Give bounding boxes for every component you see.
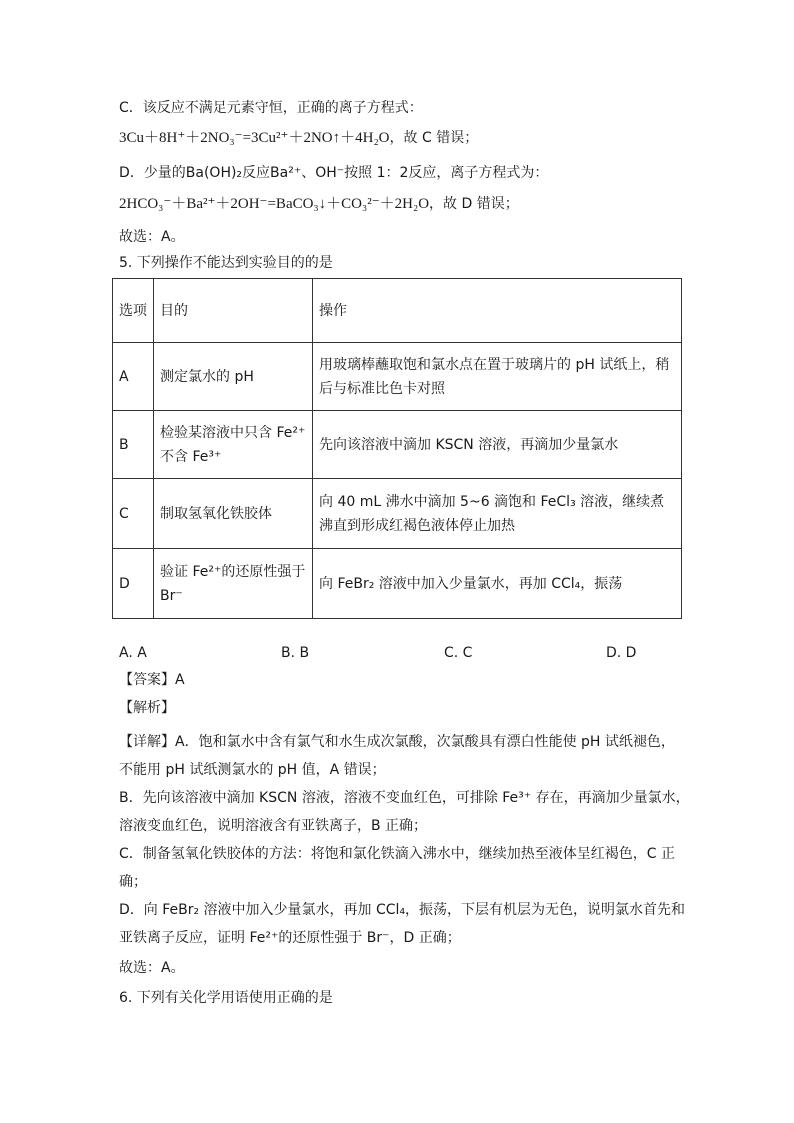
option-d-equation: 2HCO₃⁻＋Ba²⁺＋2OH⁻=BaCO₃↓＋CO₃²⁻＋2H₂O bbox=[119, 196, 430, 212]
row-purpose: 测定氯水的 pH bbox=[154, 343, 313, 411]
detail-line: 不能用 pH 试纸测氯水的 pH 值，A 错误； bbox=[119, 762, 386, 778]
header-purpose: 目的 bbox=[154, 279, 313, 343]
row-operation: 用玻璃棒蘸取饱和氯水点在置于玻璃片的 pH 试纸上，稍后与标准比色卡对照 bbox=[313, 343, 682, 411]
row-purpose: 检验某溶液中只含 Fe²⁺不含 Fe³⁺ bbox=[154, 411, 313, 479]
choice-a: A. A bbox=[119, 645, 147, 661]
detail-line: 【详解】A．饱和氯水中含有氯气和水生成次氯酸，次氯酸具有漂白性能使 pH 试纸褪色， bbox=[119, 734, 675, 750]
option-c-equation: 3Cu＋8H⁺＋2NO₃⁻=3Cu²⁺＋2NO↑＋4H₂O bbox=[119, 130, 390, 146]
prev-conclusion: 故选：A。 bbox=[119, 229, 185, 245]
header-option: 选项 bbox=[113, 279, 154, 343]
row-operation: 向 FeBr₂ 溶液中加入少量氯水，再加 CCl₄，振荡 bbox=[313, 549, 682, 619]
choice-d: D. D bbox=[606, 645, 637, 661]
row-option: D bbox=[113, 549, 154, 619]
option-d-explanation: D．少量的Ba(OH)₂反应Ba²⁺、OH⁻按照 1：2反应，离子方程式为： bbox=[119, 165, 549, 181]
table-header-row bbox=[113, 279, 682, 343]
detail-line: 溶液变血红色，说明溶液含有亚铁离子，B 正确； bbox=[119, 818, 428, 834]
table-row bbox=[113, 549, 682, 619]
option-d-verdict: ，故 D 错误； bbox=[429, 196, 519, 212]
detail-line: C．制备氢氧化铁胶体的方法：将饱和氯化铁滴入沸水中，继续加热至液体呈红褐色，C 正 bbox=[119, 846, 675, 862]
detail-line: 确； bbox=[119, 874, 147, 890]
answer-label: 【答案】A bbox=[119, 672, 185, 688]
option-c-explanation: C．该反应不满足元素守恒，正确的离子方程式： bbox=[119, 100, 423, 116]
question-6-stem: 6. 下列有关化学用语使用正确的是 bbox=[119, 990, 333, 1006]
table-row bbox=[113, 479, 682, 549]
detail-line: B．先向该溶液中滴加 KSCN 溶液，溶液不变血红色，可排除 Fe³⁺ 存在，再滴加少量氯水， bbox=[119, 790, 690, 806]
question-5-stem: 5. 下列操作不能达到实验目的的是 bbox=[119, 255, 333, 271]
detail-line: D．向 FeBr₂ 溶液中加入少量氯水，再加 CCl₄，振荡，下层有机层为无色，说明氯水首先和 bbox=[119, 902, 686, 918]
detail-conclusion: 故选：A。 bbox=[119, 960, 185, 976]
option-c-verdict: ，故 C 错误； bbox=[389, 130, 479, 146]
row-option: A bbox=[113, 343, 154, 411]
table-row bbox=[113, 411, 682, 479]
header-operation: 操作 bbox=[313, 279, 682, 343]
analysis-label: 【解析】 bbox=[119, 700, 175, 716]
table-row bbox=[113, 343, 682, 411]
answer-choices bbox=[119, 645, 679, 665]
choice-b: B. B bbox=[281, 645, 310, 661]
row-purpose: 验证 Fe²⁺的还原性强于 Br⁻ bbox=[154, 549, 313, 619]
option-d-equation-line bbox=[119, 192, 519, 213]
row-option: B bbox=[113, 411, 154, 479]
detail-line: 亚铁离子反应，证明 Fe²⁺的还原性强于 Br⁻，D 正确； bbox=[119, 930, 461, 946]
question-5-table bbox=[112, 278, 682, 619]
row-operation: 先向该溶液中滴加 KSCN 溶液，再滴加少量氯水 bbox=[313, 411, 682, 479]
choice-c: C. C bbox=[444, 645, 473, 661]
row-option: C bbox=[113, 479, 154, 549]
row-operation: 向 40 mL 沸水中滴加 5~6 滴饱和 FeCl₃ 溶液，继续煮沸直到形成红褐色液体停止加热 bbox=[313, 479, 682, 549]
row-purpose: 制取氢氧化铁胶体 bbox=[154, 479, 313, 549]
option-c-equation-line bbox=[119, 126, 478, 147]
